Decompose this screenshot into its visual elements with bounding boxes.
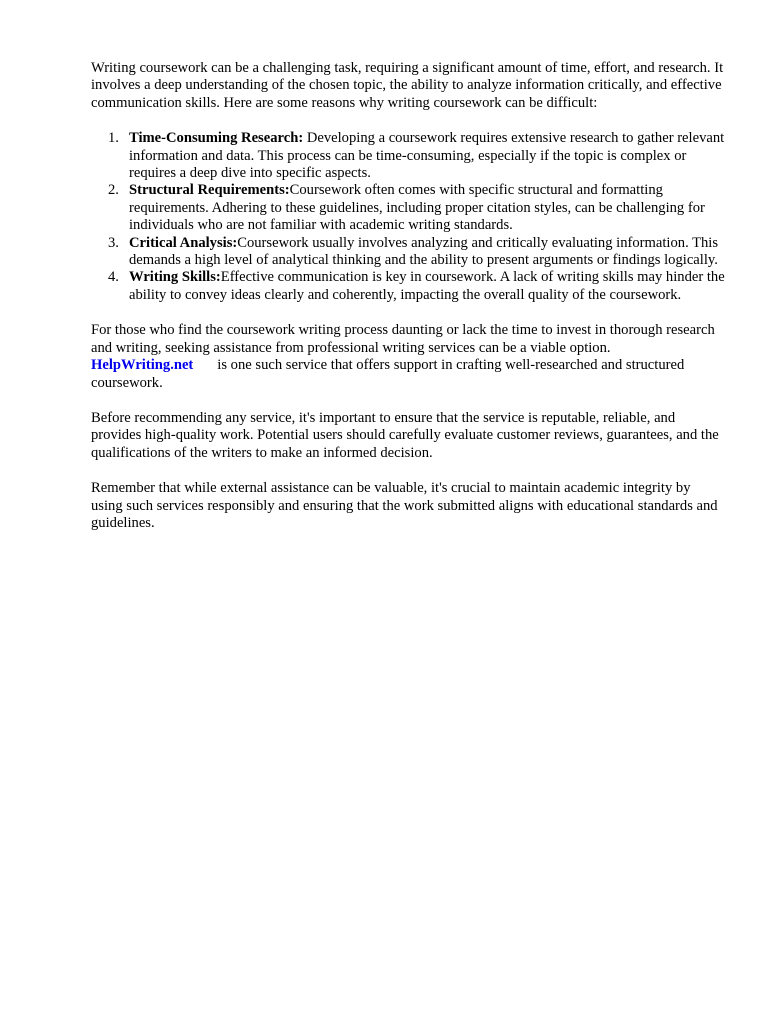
list-item <box>91 182 725 234</box>
reasons-list <box>91 130 725 304</box>
list-item-term: Writing Skills: <box>129 269 221 286</box>
caution-paragraph: Before recommending any service, it's important to ensure that the service is reputable, reliable, and provides high-quality work. Potential users should carefully evaluate customer reviews, guarantees, and the qualifications of the writers to make an informed decision. <box>91 409 719 461</box>
list-item <box>91 235 725 270</box>
list-item-text: Coursework often comes with specific structural and formatting requirements. Adhering to these guidelines, including proper citation styles, can be challenging for individuals who are not familiar with academic writing standards. <box>129 182 705 234</box>
list-number: 2. <box>108 182 119 199</box>
list-item <box>91 130 725 182</box>
service-paragraph <box>91 322 725 392</box>
list-item-term: Time-Consuming Research: <box>129 130 304 147</box>
document-body <box>91 60 725 550</box>
list-item-text: Coursework usually involves analyzing and critically evaluating information. This demands a high level of analytical thinking and the ability to present arguments or findings logically. <box>129 234 719 269</box>
list-number: 1. <box>108 130 119 147</box>
list-item-term: Critical Analysis: <box>129 234 238 251</box>
list-item-text: Developing a coursework requires extensive research to gather relevant information and data. This process can be time-consuming, especially if the topic is complex or requires a deep dive into specific aspects. <box>129 130 725 182</box>
list-item-term: Structural Requirements: <box>129 182 290 199</box>
helpwriting-link[interactable]: HelpWriting.net <box>91 357 194 374</box>
list-number: 3. <box>108 234 119 251</box>
intro-paragraph: Writing coursework can be a challenging task, requiring a significant amount of time, effort, and research. It involves a deep understanding of the chosen topic, the ability to analyze information critically, and effective communication skills. Here are some reasons why writing coursework can be difficult: <box>91 60 724 111</box>
service-lead-text: For those who find the coursework writing process daunting or lack the time to invest in thorough research and writing, seeking assistance from professional writing services can be a viable option. <box>91 322 715 356</box>
list-item <box>91 269 725 304</box>
list-item-text: Effective communication is key in coursework. A lack of writing skills may hinder the ability to convey ideas clearly and coherently, impacting the overall quality of the coursework. <box>129 269 725 303</box>
closing-paragraph: Remember that while external assistance can be valuable, it's crucial to maintain academic integrity by using such services responsibly and ensuring that the work submitted aligns with educational standards and guidelines. <box>91 480 718 531</box>
service-tail-text: is one such service that offers support in crafting well-researched and structured coursework. <box>91 357 685 391</box>
list-number: 4. <box>108 269 119 286</box>
